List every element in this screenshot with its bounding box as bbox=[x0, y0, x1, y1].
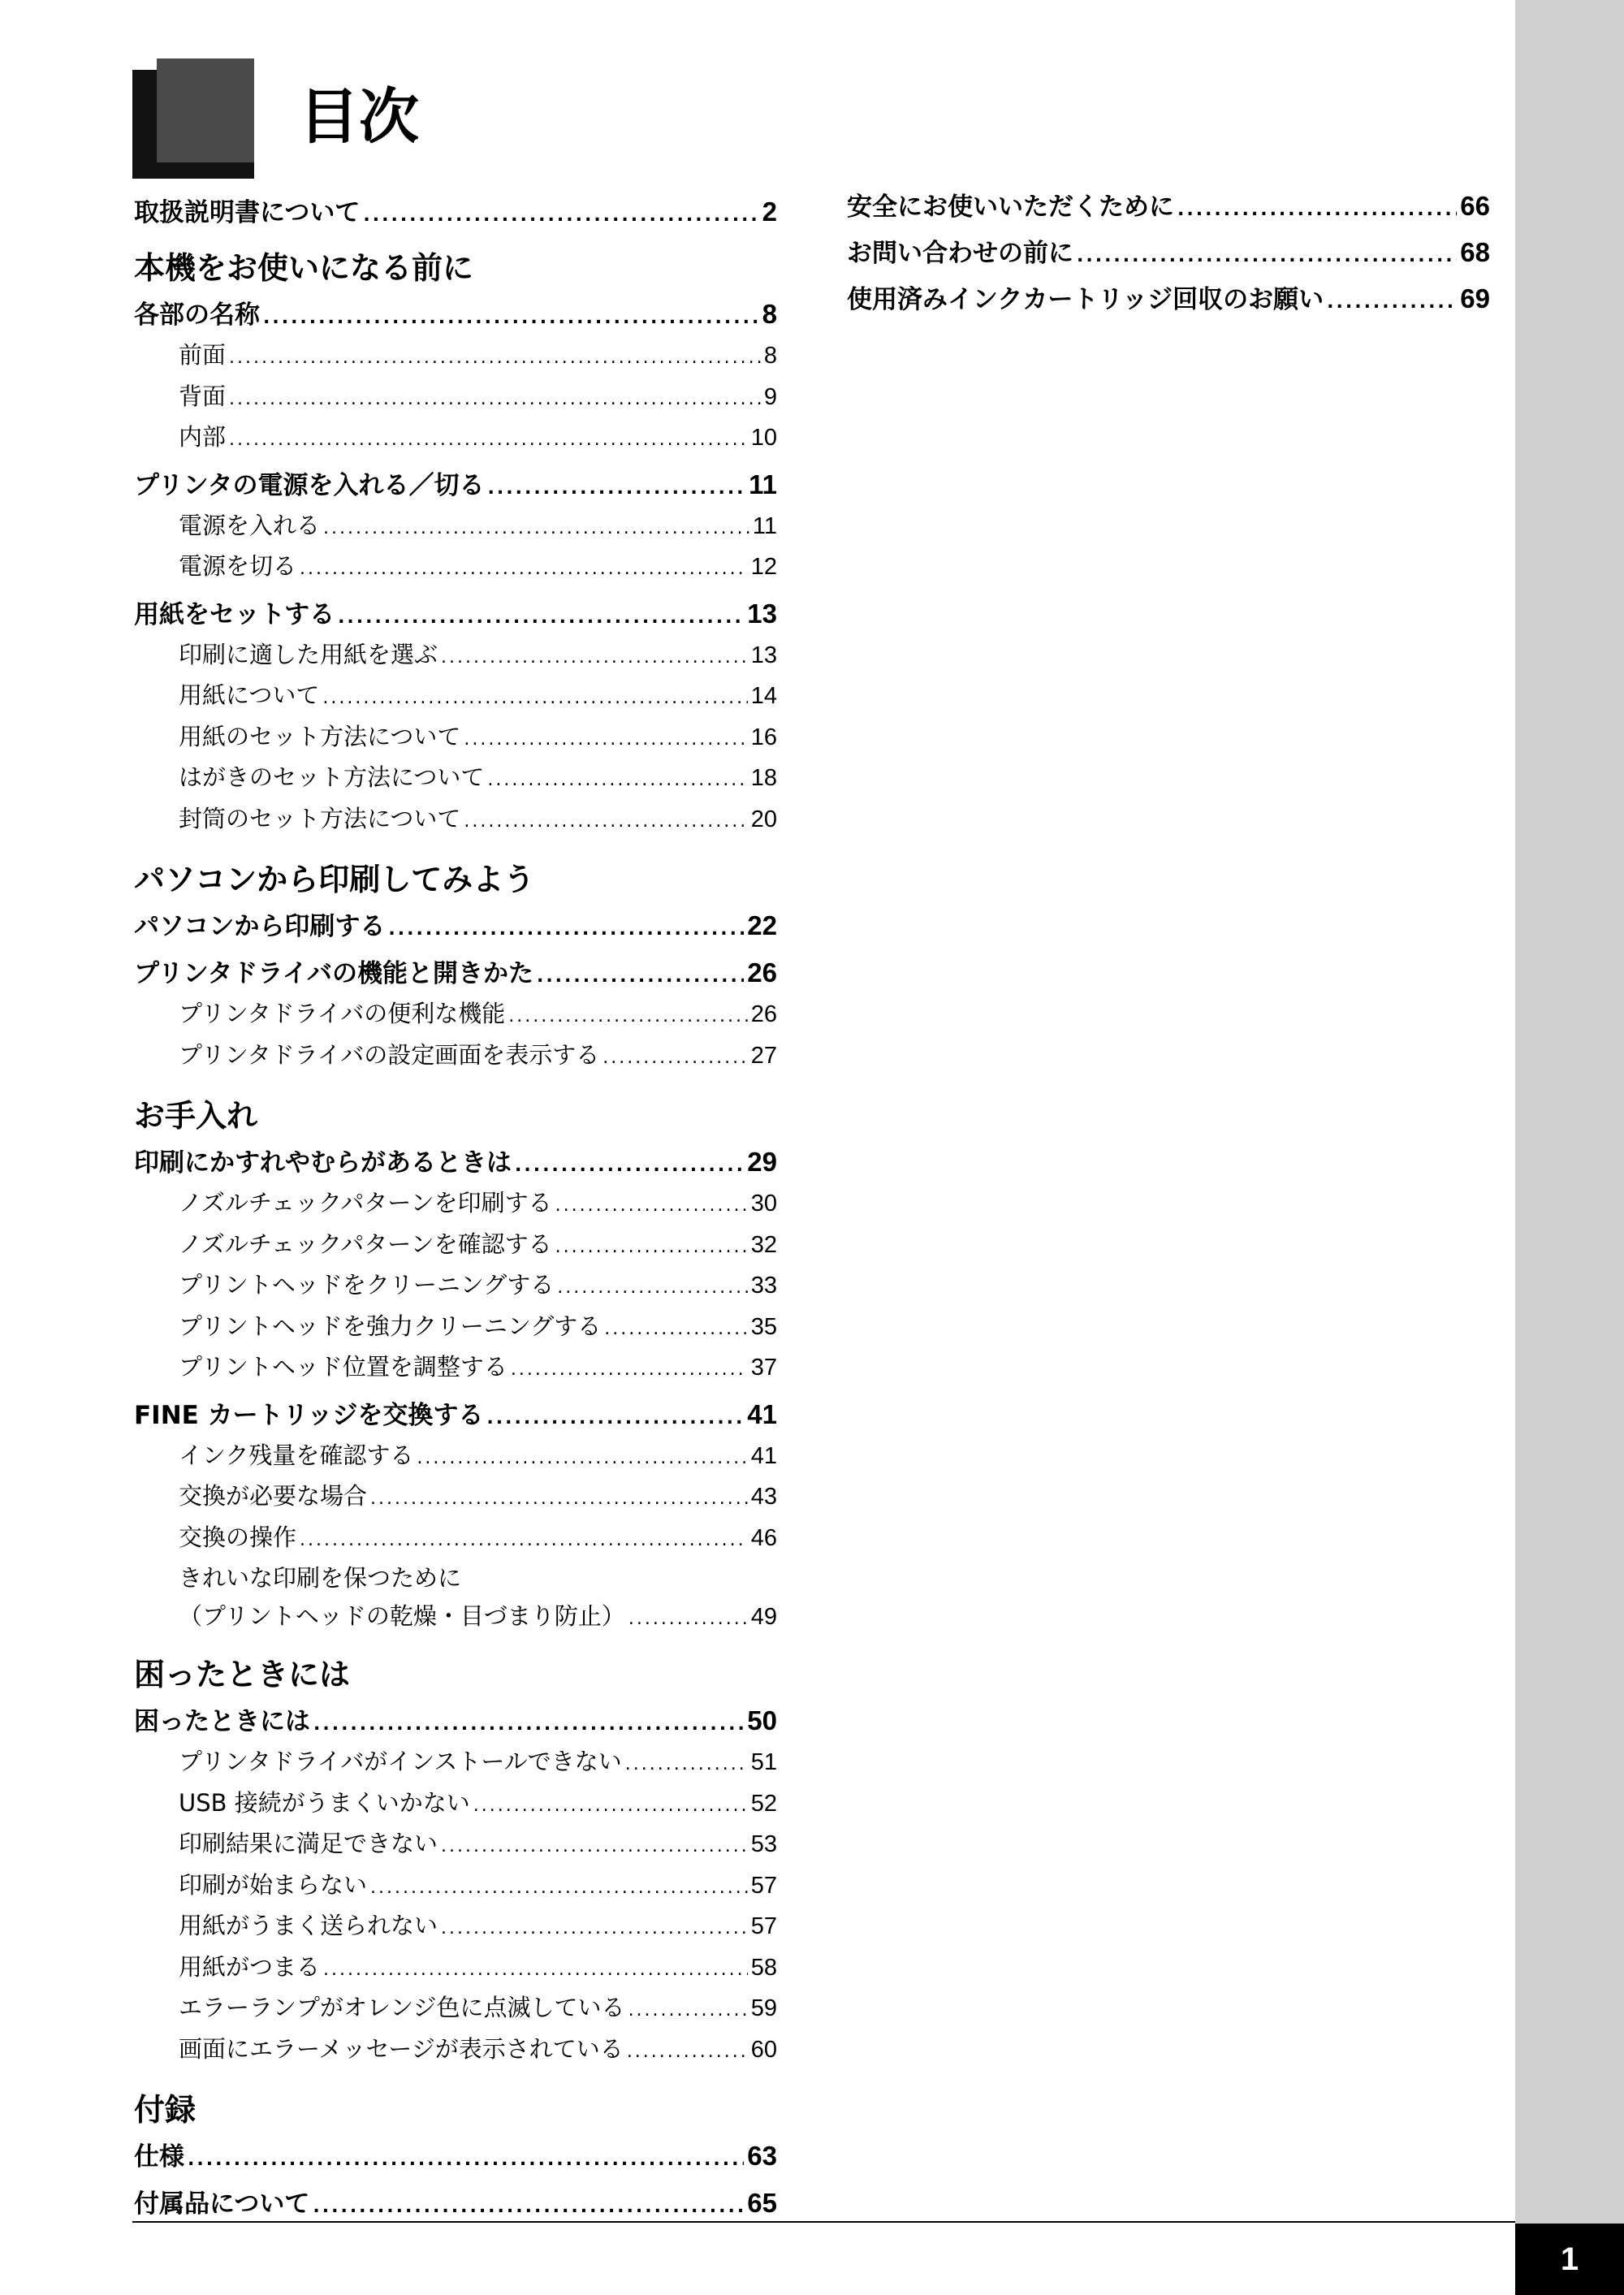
toc-subentry-label: プリントヘッドを強力クリーニングする bbox=[179, 1312, 602, 1340]
toc-subentry-page: 20 bbox=[750, 806, 777, 832]
toc-entry[interactable]: 取扱説明書について ..... 2 bbox=[134, 191, 777, 232]
toc-subentry[interactable] bbox=[134, 1306, 777, 1347]
toc-entry[interactable] bbox=[134, 593, 777, 634]
section-heading: 付録 bbox=[134, 2092, 197, 2128]
toc-subentry[interactable] bbox=[134, 1264, 777, 1306]
dot-leader bbox=[515, 1145, 744, 1186]
toc-subentry-page: 33 bbox=[750, 1273, 777, 1299]
dot-leader bbox=[300, 1520, 748, 1562]
toc-subentry-page: 26 bbox=[750, 1001, 777, 1027]
toc-subentry[interactable] bbox=[134, 1346, 777, 1388]
toc-subentry-label: 背面 bbox=[179, 382, 227, 410]
toc-entry[interactable] bbox=[134, 464, 777, 505]
toc-subentry-page: 60 bbox=[750, 2036, 777, 2063]
toc-subentry-label: 交換の操作 bbox=[179, 1523, 297, 1551]
toc-subentry-page: 8 bbox=[763, 343, 777, 369]
toc-subentry[interactable] bbox=[134, 546, 777, 587]
dot-leader bbox=[441, 1826, 748, 1868]
dot-leader bbox=[487, 760, 747, 802]
toc-subentry-line2[interactable] bbox=[179, 1598, 777, 1634]
toc-entry[interactable] bbox=[134, 1394, 777, 1435]
dot-leader bbox=[1327, 282, 1457, 323]
side-margin-band bbox=[1515, 0, 1624, 2295]
dot-leader bbox=[323, 1950, 748, 1991]
toc-entry-page: 11 bbox=[749, 469, 777, 499]
toc-subentry-page: 27 bbox=[750, 1042, 777, 1069]
toc-subentry-label: 用紙がつまる bbox=[179, 1952, 321, 1981]
toc-entry-label: 用紙をセットする bbox=[134, 599, 335, 629]
dot-leader bbox=[473, 1786, 748, 1827]
dot-leader bbox=[322, 678, 747, 720]
toc-subentry-page: 43 bbox=[750, 1484, 777, 1510]
dot-leader bbox=[627, 2032, 748, 2073]
dot-leader bbox=[625, 1744, 748, 1786]
toc-subentry[interactable] bbox=[134, 417, 777, 458]
footer-rule bbox=[132, 2221, 1515, 2223]
toc-subentry-label: 印刷が始まらない bbox=[179, 1870, 368, 1899]
toc-subentry[interactable] bbox=[134, 1947, 777, 1988]
toc-subentry-page: 30 bbox=[750, 1191, 777, 1217]
toc-entry-label: 安全にお使いいただくために bbox=[847, 192, 1174, 222]
toc-subentry-page: 18 bbox=[750, 765, 777, 791]
toc-subentry-label: 用紙のセット方法について bbox=[179, 722, 461, 750]
toc-subentry-label: 封筒のセット方法について bbox=[179, 804, 461, 832]
toc-subentry[interactable] bbox=[134, 335, 777, 376]
toc-entry[interactable] bbox=[847, 231, 1490, 273]
toc-subentry-label: USB 接続がうまくいかない bbox=[179, 1788, 470, 1817]
dot-leader bbox=[464, 802, 747, 843]
toc-subentry-label: プリントヘッド位置を調整する bbox=[179, 1353, 508, 1381]
toc-entry-label: 困ったときには bbox=[134, 1707, 310, 1736]
toc-subentry[interactable] bbox=[134, 716, 777, 758]
toc-subentry-label-line1: きれいな印刷を保つために bbox=[179, 1564, 462, 1592]
toc-subentry-label: はがきのセット方法について bbox=[179, 763, 485, 791]
toc-entry[interactable] bbox=[134, 293, 777, 335]
toc-subentry-page: 57 bbox=[750, 1913, 777, 1939]
toc-subentry-label: 内部 bbox=[179, 423, 227, 451]
toc-entry-label: 印刷にかすれやむらがあるときは bbox=[134, 1148, 512, 1178]
dot-leader bbox=[628, 1601, 748, 1637]
toc-entry-page: 63 bbox=[747, 2141, 777, 2171]
toc-entry-page: 69 bbox=[1460, 283, 1490, 313]
dot-leader bbox=[388, 909, 744, 950]
toc-subentry-multiline[interactable] bbox=[134, 1558, 777, 1634]
toc-subentry[interactable] bbox=[134, 1783, 777, 1824]
toc-subentry-page: 35 bbox=[750, 1313, 777, 1340]
dot-leader bbox=[511, 1350, 748, 1391]
dot-leader bbox=[604, 1309, 747, 1351]
toc-subentry-label: 電源を入れる bbox=[179, 511, 321, 539]
toc-subentry-label: 印刷に適した用紙を選ぶ bbox=[179, 640, 438, 668]
toc-subentry-page: 32 bbox=[750, 1231, 777, 1258]
toc-entry-page: 22 bbox=[747, 910, 777, 940]
toc-subentry-page: 10 bbox=[750, 425, 777, 451]
toc-subentry[interactable] bbox=[134, 1905, 777, 1947]
toc-entry-label: 仕様 bbox=[134, 2142, 184, 2172]
dot-leader bbox=[441, 638, 748, 679]
dot-leader bbox=[537, 956, 744, 997]
toc-entry-label: お問い合わせの前に bbox=[847, 239, 1073, 268]
dot-leader bbox=[313, 1704, 744, 1745]
toc-entry[interactable] bbox=[847, 185, 1490, 227]
toc-subentry[interactable] bbox=[134, 2029, 777, 2070]
toc-entry-page: 41 bbox=[747, 1398, 777, 1429]
dot-leader bbox=[417, 1438, 747, 1480]
toc-subentry-label: インク残量を確認する bbox=[179, 1441, 414, 1469]
section-heading: お手入れ bbox=[134, 1098, 258, 1134]
toc-subentry-page: 57 bbox=[750, 1872, 777, 1899]
toc-subentry[interactable] bbox=[134, 1182, 777, 1224]
toc-subentry-page: 16 bbox=[750, 724, 777, 750]
dot-leader bbox=[323, 508, 749, 550]
toc-subentry[interactable] bbox=[134, 634, 777, 676]
toc-subentry[interactable] bbox=[134, 1224, 777, 1265]
toc-entry-label: パソコンから印刷する bbox=[134, 912, 386, 941]
toc-subentry-label: 画面にエラーメッセージが表示されている bbox=[179, 2034, 624, 2063]
dot-leader bbox=[488, 468, 746, 509]
toc-subentry[interactable] bbox=[134, 1435, 777, 1476]
toc-entry-page: 26 bbox=[747, 957, 777, 988]
dot-leader bbox=[338, 597, 744, 638]
toc-subentry-page: 9 bbox=[763, 383, 777, 410]
toc-subentry[interactable] bbox=[134, 505, 777, 547]
toc-subentry[interactable] bbox=[134, 1741, 777, 1783]
toc-entry[interactable] bbox=[134, 905, 777, 946]
toc-left-column bbox=[134, 185, 777, 2224]
dot-leader bbox=[486, 1398, 744, 1439]
toc-entry-label: 付属品について bbox=[134, 2189, 310, 2219]
toc-subentry-label: エラーランプがオレンジ色に点滅している bbox=[179, 1994, 625, 2021]
toc-entry-label: 使用済みインクカートリッジ回収のお願い bbox=[847, 285, 1324, 314]
dot-leader bbox=[370, 1479, 748, 1520]
toc-subentry-label: ノズルチェックパターンを確認する bbox=[179, 1230, 552, 1258]
toc-subentry-label: プリンタドライバがインストールできない bbox=[179, 1748, 622, 1775]
toc-subentry[interactable] bbox=[134, 757, 777, 798]
toc-right-column bbox=[847, 185, 1490, 324]
toc-subentry[interactable] bbox=[134, 1823, 777, 1865]
dot-leader bbox=[370, 1868, 748, 1909]
section-heading: 困ったときには bbox=[134, 1657, 351, 1692]
toc-entry-label: FINE カートリッジを交換する bbox=[134, 1400, 484, 1430]
toc-entry-page: 68 bbox=[1460, 237, 1490, 267]
toc-entry-label: プリンタの電源を入れる／切る bbox=[134, 470, 485, 500]
toc-subentry-label: 前面 bbox=[179, 341, 227, 369]
dot-leader bbox=[464, 720, 747, 761]
dot-leader bbox=[555, 1227, 748, 1269]
toc-subentry-page: 13 bbox=[750, 642, 777, 668]
toc-entry-page: 8 bbox=[762, 299, 777, 329]
section-heading: 本機をお使いになる前に bbox=[134, 250, 474, 286]
toc-subentry[interactable] bbox=[134, 993, 777, 1035]
toc-subentry-label: プリンタドライバの設定画面を表示する bbox=[179, 1040, 600, 1069]
toc-entry[interactable] bbox=[134, 2182, 777, 2224]
toc-subentry-label: 交換が必要な場合 bbox=[179, 1482, 368, 1510]
toc-subentry-page: 12 bbox=[750, 554, 777, 580]
page-title: 目次 bbox=[299, 82, 419, 152]
toc-subentry-page: 37 bbox=[750, 1355, 777, 1381]
toc-subentry[interactable] bbox=[134, 1035, 777, 1076]
dot-leader bbox=[508, 996, 748, 1038]
dot-leader bbox=[188, 2139, 744, 2180]
toc-subentry[interactable] bbox=[134, 1987, 777, 2029]
dot-leader bbox=[441, 1908, 748, 1950]
toc-entry-page: 65 bbox=[747, 2188, 777, 2218]
toc-entry-page: 50 bbox=[747, 1705, 777, 1735]
toc-entry-page: 13 bbox=[747, 598, 777, 629]
toc-entry-page: 29 bbox=[747, 1147, 777, 1177]
dot-leader bbox=[1077, 236, 1457, 277]
dot-leader bbox=[229, 379, 761, 421]
toc-subentry-label: 用紙について bbox=[179, 681, 320, 709]
toc-subentry-label: プリンタドライバの便利な機能 bbox=[179, 1000, 506, 1027]
toc-entry[interactable] bbox=[134, 1700, 777, 1741]
toc-subentry[interactable] bbox=[134, 376, 777, 417]
toc-subentry-page: 11 bbox=[752, 512, 777, 539]
toc-entry[interactable] bbox=[134, 1141, 777, 1182]
section-heading: パソコンから印刷してみよう bbox=[134, 862, 535, 897]
toc-subentry[interactable] bbox=[134, 1517, 777, 1558]
toc-subentry-page: 59 bbox=[750, 1995, 777, 2021]
toc-subentry[interactable] bbox=[134, 1476, 777, 1517]
dot-leader bbox=[229, 420, 748, 461]
toc-subentry-page: 53 bbox=[750, 1831, 777, 1857]
dot-leader bbox=[603, 1038, 748, 1079]
dot-leader bbox=[300, 549, 748, 590]
toc-entry[interactable] bbox=[847, 278, 1490, 319]
toc-entry-label: 各部の名称 bbox=[134, 300, 260, 330]
dot-leader bbox=[557, 1268, 747, 1309]
toc-subentry-line2-page: 49 bbox=[750, 1604, 777, 1630]
toc-subentry-page: 58 bbox=[750, 1954, 777, 1981]
page-number: 1 bbox=[1515, 2224, 1624, 2295]
toc-subentry-page: 51 bbox=[750, 1749, 777, 1775]
dot-leader bbox=[229, 338, 761, 379]
toc-subentry-line2-label: （プリントヘッドの乾燥・目づまり防止） bbox=[179, 1602, 625, 1630]
dot-leader bbox=[263, 297, 759, 339]
toc-subentry-page: 14 bbox=[750, 683, 777, 709]
toc-subentry[interactable] bbox=[134, 798, 777, 840]
toc-subentry-label: 印刷結果に満足できない bbox=[179, 1830, 438, 1857]
toc-subentry-label: プリントヘッドをクリーニングする bbox=[179, 1271, 555, 1299]
toc-subentry-label: 電源を切る bbox=[179, 552, 297, 580]
toc-entry[interactable] bbox=[134, 952, 777, 993]
toc-subentry-page: 46 bbox=[750, 1524, 777, 1551]
toc-subentry[interactable] bbox=[134, 675, 777, 716]
toc-subentry[interactable] bbox=[134, 1865, 777, 1906]
dot-leader bbox=[555, 1186, 748, 1227]
toc-subentry-page: 52 bbox=[750, 1790, 777, 1817]
toc-subentry-label: 用紙がうまく送られない bbox=[179, 1912, 438, 1939]
toc-entry[interactable] bbox=[134, 2135, 777, 2176]
toc-subentry-label: ノズルチェックパターンを印刷する bbox=[179, 1189, 552, 1217]
title-marker-icon bbox=[132, 58, 254, 179]
toc-entry-page: 66 bbox=[1460, 191, 1490, 221]
dot-leader bbox=[1177, 189, 1457, 231]
toc-entry-label: プリンタドライバの機能と開きかた bbox=[134, 959, 533, 988]
toc-subentry-page: 41 bbox=[750, 1442, 777, 1469]
dot-leader bbox=[628, 1990, 748, 2032]
